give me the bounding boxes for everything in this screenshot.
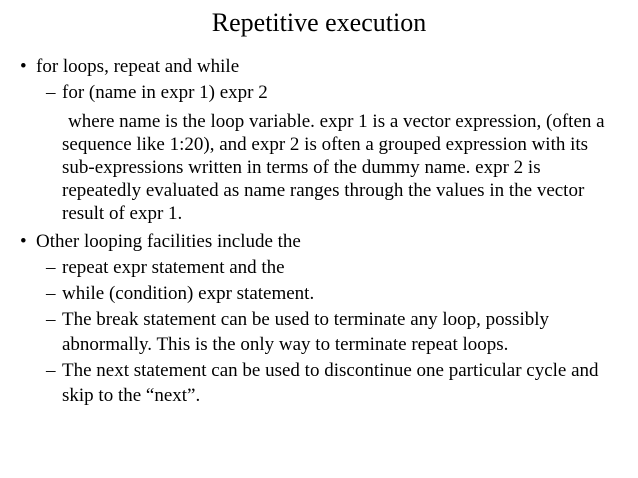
sub-bullet-next	[46, 358, 624, 408]
bullet-for-loops	[20, 54, 638, 79]
slide-title: Repetitive execution	[211, 8, 427, 37]
sub-bullet-text: The break statement can be used to terminate any loop, possibly abnormally. This is the only way to terminate repeat loops.	[62, 309, 549, 355]
dash-icon: –	[46, 283, 56, 304]
dash-icon: –	[46, 360, 56, 381]
bullet-list	[0, 52, 638, 408]
bullet-other-looping	[20, 229, 638, 254]
dash-icon: –	[46, 257, 56, 278]
sub-bullet-for-syntax	[46, 80, 624, 105]
sub-bullet-text: The next statement can be used to discontinue one particular cycle and skip to the “next”.	[62, 360, 599, 406]
for-loop-explanation: where name is the loop variable. expr 1 is a vector expression, (often a sequence like 1:20), and expr 2 is often a grouped expression with its sub-expressions written in terms of the dummy name. expr 2 is repeatedly evaluated as name ranges through the values in the vector result of expr 1.	[62, 111, 605, 224]
dash-icon: –	[46, 309, 56, 330]
sub-bullet-text: for (name in expr 1) expr 2	[62, 82, 268, 103]
dash-icon: –	[46, 82, 56, 103]
sub-bullet-text: while (condition) expr statement.	[62, 283, 315, 304]
bullet-dot-icon: •	[20, 231, 27, 252]
sub-bullet-break	[46, 307, 624, 357]
bullet-dot-icon: •	[20, 56, 27, 77]
sub-bullet-text: repeat expr statement and the	[62, 257, 285, 278]
sub-bullet-while	[46, 281, 624, 306]
bullet-text: for loops, repeat and while	[36, 56, 240, 77]
bullet-text: Other looping facilities include the	[36, 231, 301, 252]
sub-bullet-repeat	[46, 255, 624, 280]
